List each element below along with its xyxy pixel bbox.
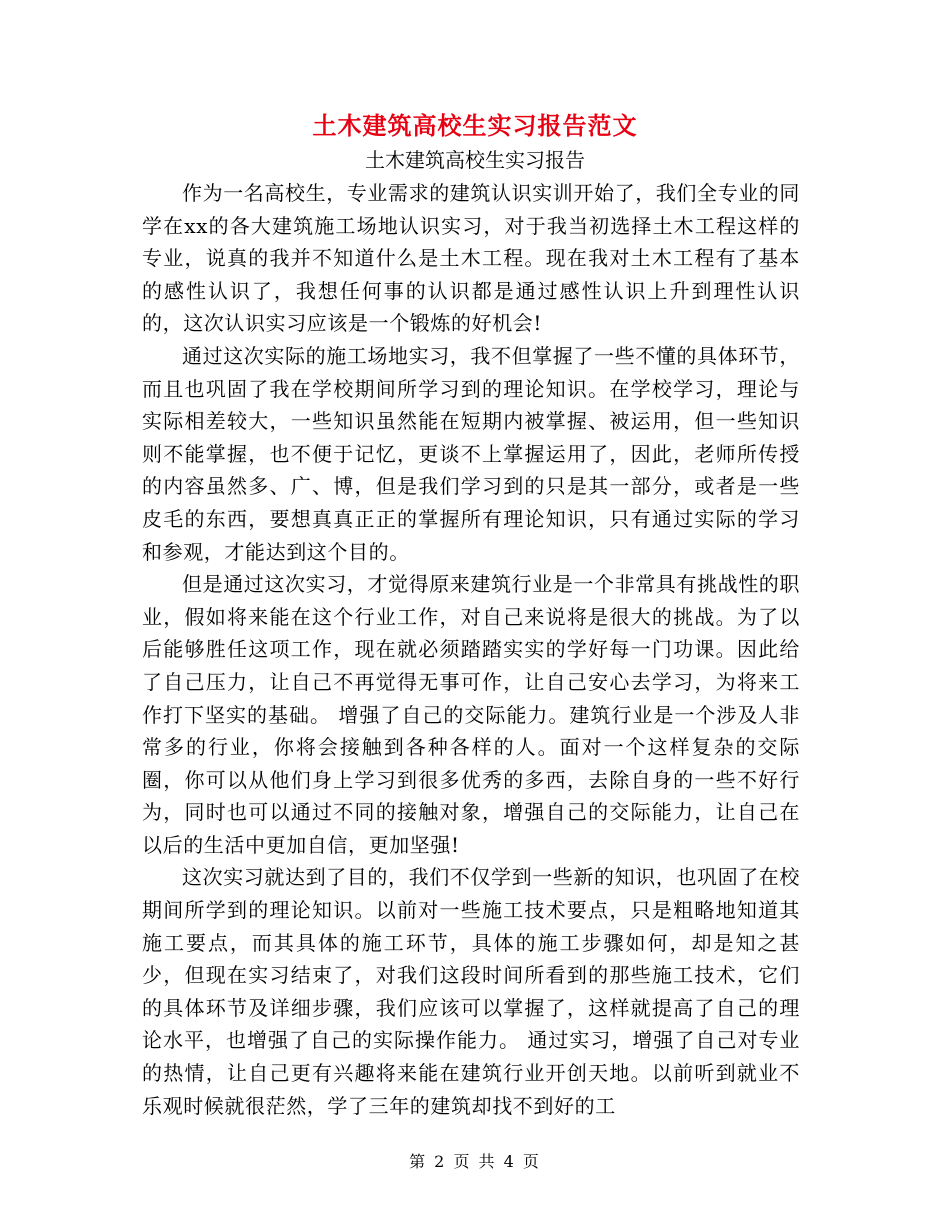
- page-number-footer: 第 2 页 共 4 页: [409, 1152, 541, 1171]
- paragraph-1: 作为一名高校生，专业需求的建筑认识实训开始了，我们全专业的同学在xx的各大建筑施工场地认识实习，对于我当初选择土木工程这样的专业，说真的我并不知道什么是土木工程。现在我对土木工程有了基本的感性认识了，我想任何事的认识都是通过感性认识上升到理性认识的，这次认识实习应该是一个锻炼的好机会!: [142, 181, 800, 336]
- paragraph-4: 这次实习就达到了目的，我们不仅学到一些新的知识，也巩固了在校期间所学到的理论知识。以前对一些施工技术要点，只是粗略地知道其施工要点，而其具体的施工环节，具体的施工步骤如何，却是知之甚少，但现在实习结束了，对我们这段时间所看到的那些施工技术，它们的具体环节及详细步骤，我们应该可以掌握了，这样就提高了自己的理论水平，也增强了自己的实际操作能力。 通过实习，增强了自己对专业的热情，让自己更有兴趣将来能在建筑行业开创天地。以前听到就业不乐观时候就很茫然，学了三年的建筑却找不到好的工: [142, 865, 800, 1118]
- paragraph-2: 通过这次实际的施工场地实习，我不但掌握了一些不懂的具体环节，而且也巩固了我在学校期间所学习到的理论知识。在学校学习，理论与实际相差较大，一些知识虽然能在短期内被掌握、被运用，但一些知识则不能掌握，也不便于记忆，更谈不上掌握运用了，因此，老师所传授的内容虽然多、广、博，但是我们学习到的只是其一部分，或者是一些皮毛的东西，要想真真正正的掌握所有理论知识，只有通过实际的学习和参观，才能达到这个目的。: [142, 343, 800, 564]
- paragraph-3: 但是通过这次实习，才觉得原来建筑行业是一个非常具有挑战性的职业，假如将来能在这个行业工作，对自己来说将是很大的挑战。为了以后能够胜任这项工作，现在就必须踏踏实实的学好每一门功课。因此给了自己压力，让自己不再觉得无事可作，让自己安心去学习，为将来工作打下坚实的基础。 增强了自己的交际能力。建筑行业是一个涉及人非常多的行业，你将会接触到各种各样的人。面对一个这样复杂的交际圈，你可以从他们身上学习到很多优秀的多西，去除自身的一些不好行为，同时也可以通过不同的接触对象，增强自己的交际能力，让自己在以后的生活中更加自信，更加坚强!: [142, 572, 800, 857]
- document-body: [142, 177, 800, 1122]
- document-subtitle: 土木建筑高校生实习报告: [365, 148, 585, 172]
- document-title: 土木建筑高校生实习报告范文: [312, 111, 638, 140]
